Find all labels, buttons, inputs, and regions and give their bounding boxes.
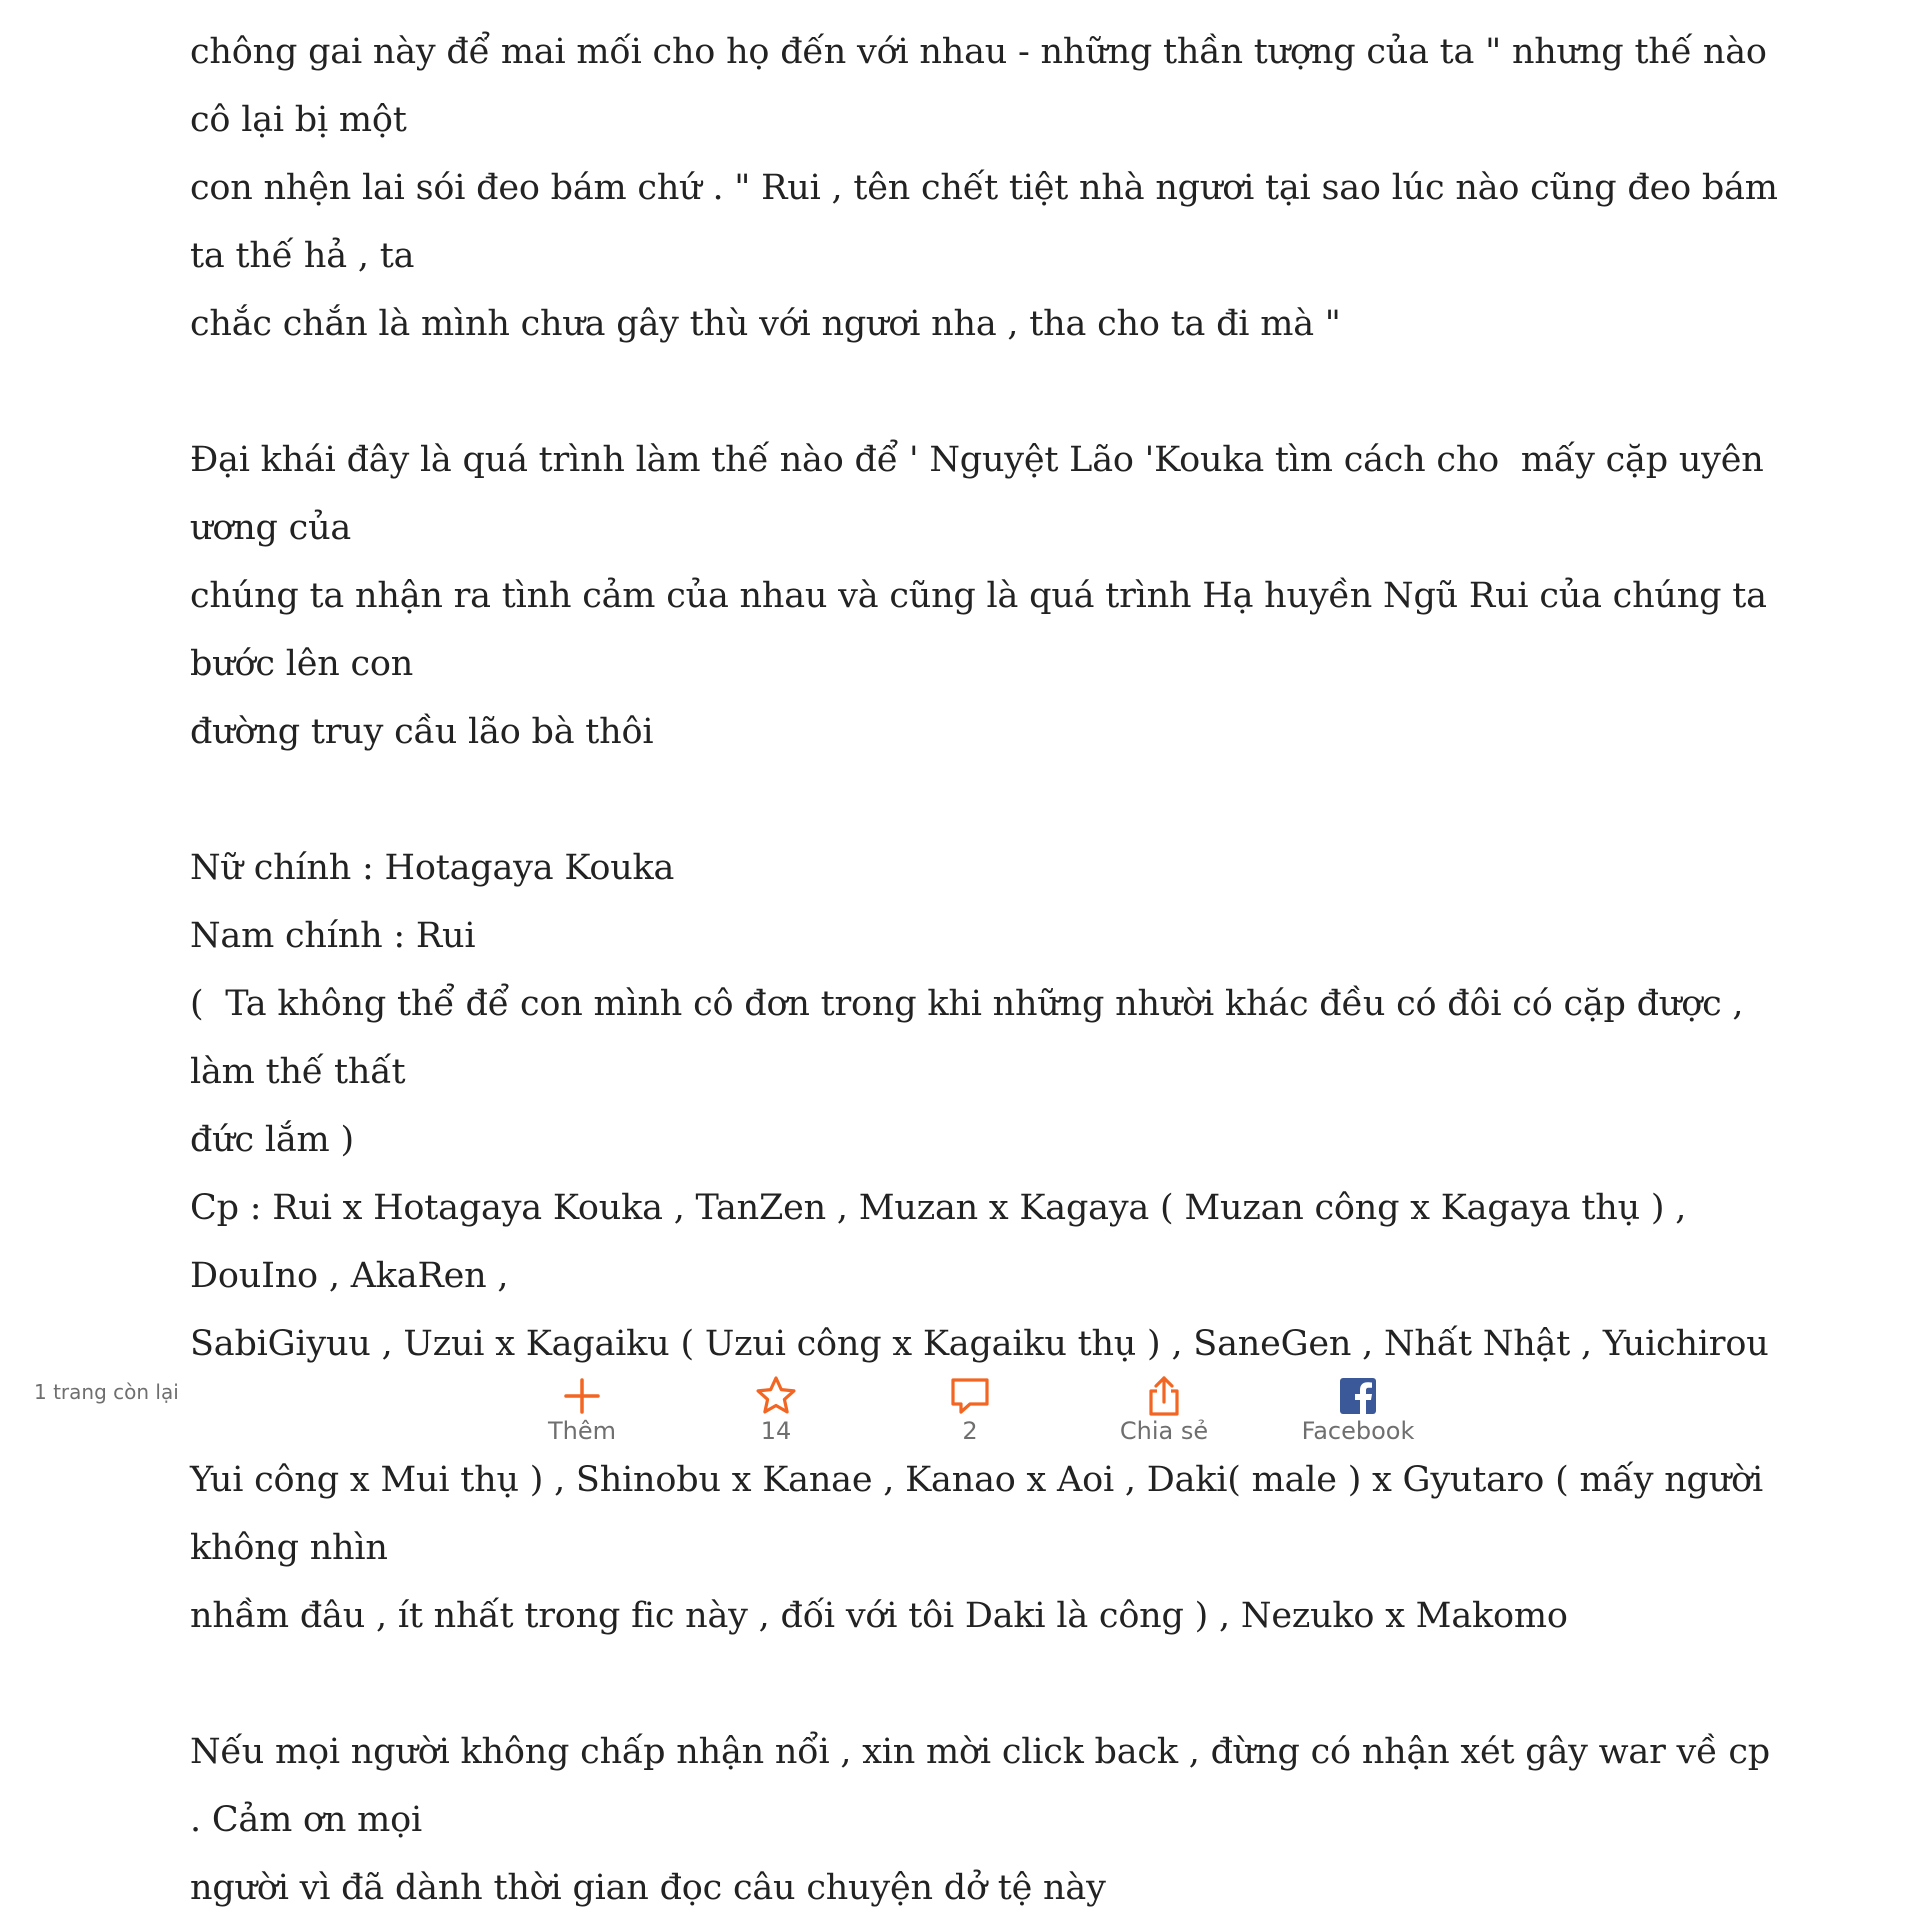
add-label: Thêm: [547, 1417, 616, 1445]
paragraph-gap: [190, 1650, 1790, 1718]
story-line: người vì đã dành thời gian đọc câu chuyện dở tệ này: [190, 1868, 1106, 1908]
comments-button[interactable]: [900, 1368, 1040, 1445]
story-line: Đại khái đây là quá trình làm thế nào để ' Nguyệt Lão 'Kouka tìm cách cho mấy cặp uyên ương của: [190, 440, 1775, 548]
story-line: chắc chắn là mình chưa gây thù với ngươi nha , tha cho ta đi mà ": [190, 304, 1341, 344]
story-line: nhầm đâu , ít nhất trong fic này , đối với tôi Daki là công ) , Nezuko x Makomo: [190, 1596, 1568, 1636]
comment-icon: [948, 1374, 992, 1418]
vote-count: 14: [760, 1417, 792, 1445]
story-line: chúng ta nhận ra tình cảm của nhau và cũng là quá trình Hạ huyền Ngũ Rui của chúng ta bước lên con: [190, 576, 1778, 684]
story-line: Yui công x Mui thụ ) , Shinobu x Kanae , Kanao x Aoi , Daki( male ) x Gyutaro ( mấy người không nhìn: [190, 1460, 1774, 1568]
story-line: SabiGiyuu , Uzui x Kagaiku ( Uzui công x Kagaiku thụ ) , SaneGen , Nhất Nhật , Yuichirou: [190, 1324, 1769, 1364]
vote-button[interactable]: [706, 1368, 846, 1445]
comment-count: 2: [962, 1417, 978, 1445]
plus-icon: [560, 1374, 604, 1418]
story-line: con nhện lai sói đeo bám chứ . " Rui , tên chết tiệt nhà ngươi tại sao lúc nào cũng đeo bám ta thế hả , ta: [190, 168, 1789, 276]
story-line: ( Ta không thể để con mình cô đơn trong khi những nhười khác đều có đôi có cặp được , làm thế thất: [190, 984, 1755, 1092]
story-line: Nam chính : Rui: [190, 916, 476, 956]
facebook-icon: [1336, 1374, 1380, 1418]
story-text: [190, 18, 1790, 1922]
paragraph-gap: [190, 766, 1790, 834]
story-line: đường truy cầu lão bà thôi: [190, 712, 654, 752]
share-button[interactable]: [1094, 1368, 1234, 1445]
star-icon: [754, 1374, 798, 1418]
bottom-action-bar: [0, 1368, 1920, 1445]
story-line: Nữ chính : Hotagaya Kouka: [190, 848, 675, 888]
share-label: Chia sẻ: [1119, 1417, 1209, 1445]
facebook-label: Facebook: [1301, 1417, 1415, 1445]
story-line: chông gai này để mai mối cho họ đến với nhau - những thần tượng của ta " nhưng thế nào cô lại bị một: [190, 32, 1778, 140]
story-line: đức lắm ): [190, 1120, 354, 1160]
share-icon: [1142, 1374, 1186, 1418]
pages-remaining-label: 1 trang còn lại: [34, 1380, 179, 1404]
add-to-library-button[interactable]: [512, 1368, 652, 1445]
facebook-share-button[interactable]: [1288, 1368, 1428, 1445]
paragraph-gap: [190, 358, 1790, 426]
story-line: Cp : Rui x Hotagaya Kouka , TanZen , Muzan x Kagaya ( Muzan công x Kagaya thụ ) , DouIno , AkaRen ,: [190, 1188, 1698, 1296]
story-line: Nếu mọi người không chấp nhận nổi , xin mời click back , đừng có nhận xét gây war về cp . Cảm ơn mọi: [190, 1732, 1781, 1840]
